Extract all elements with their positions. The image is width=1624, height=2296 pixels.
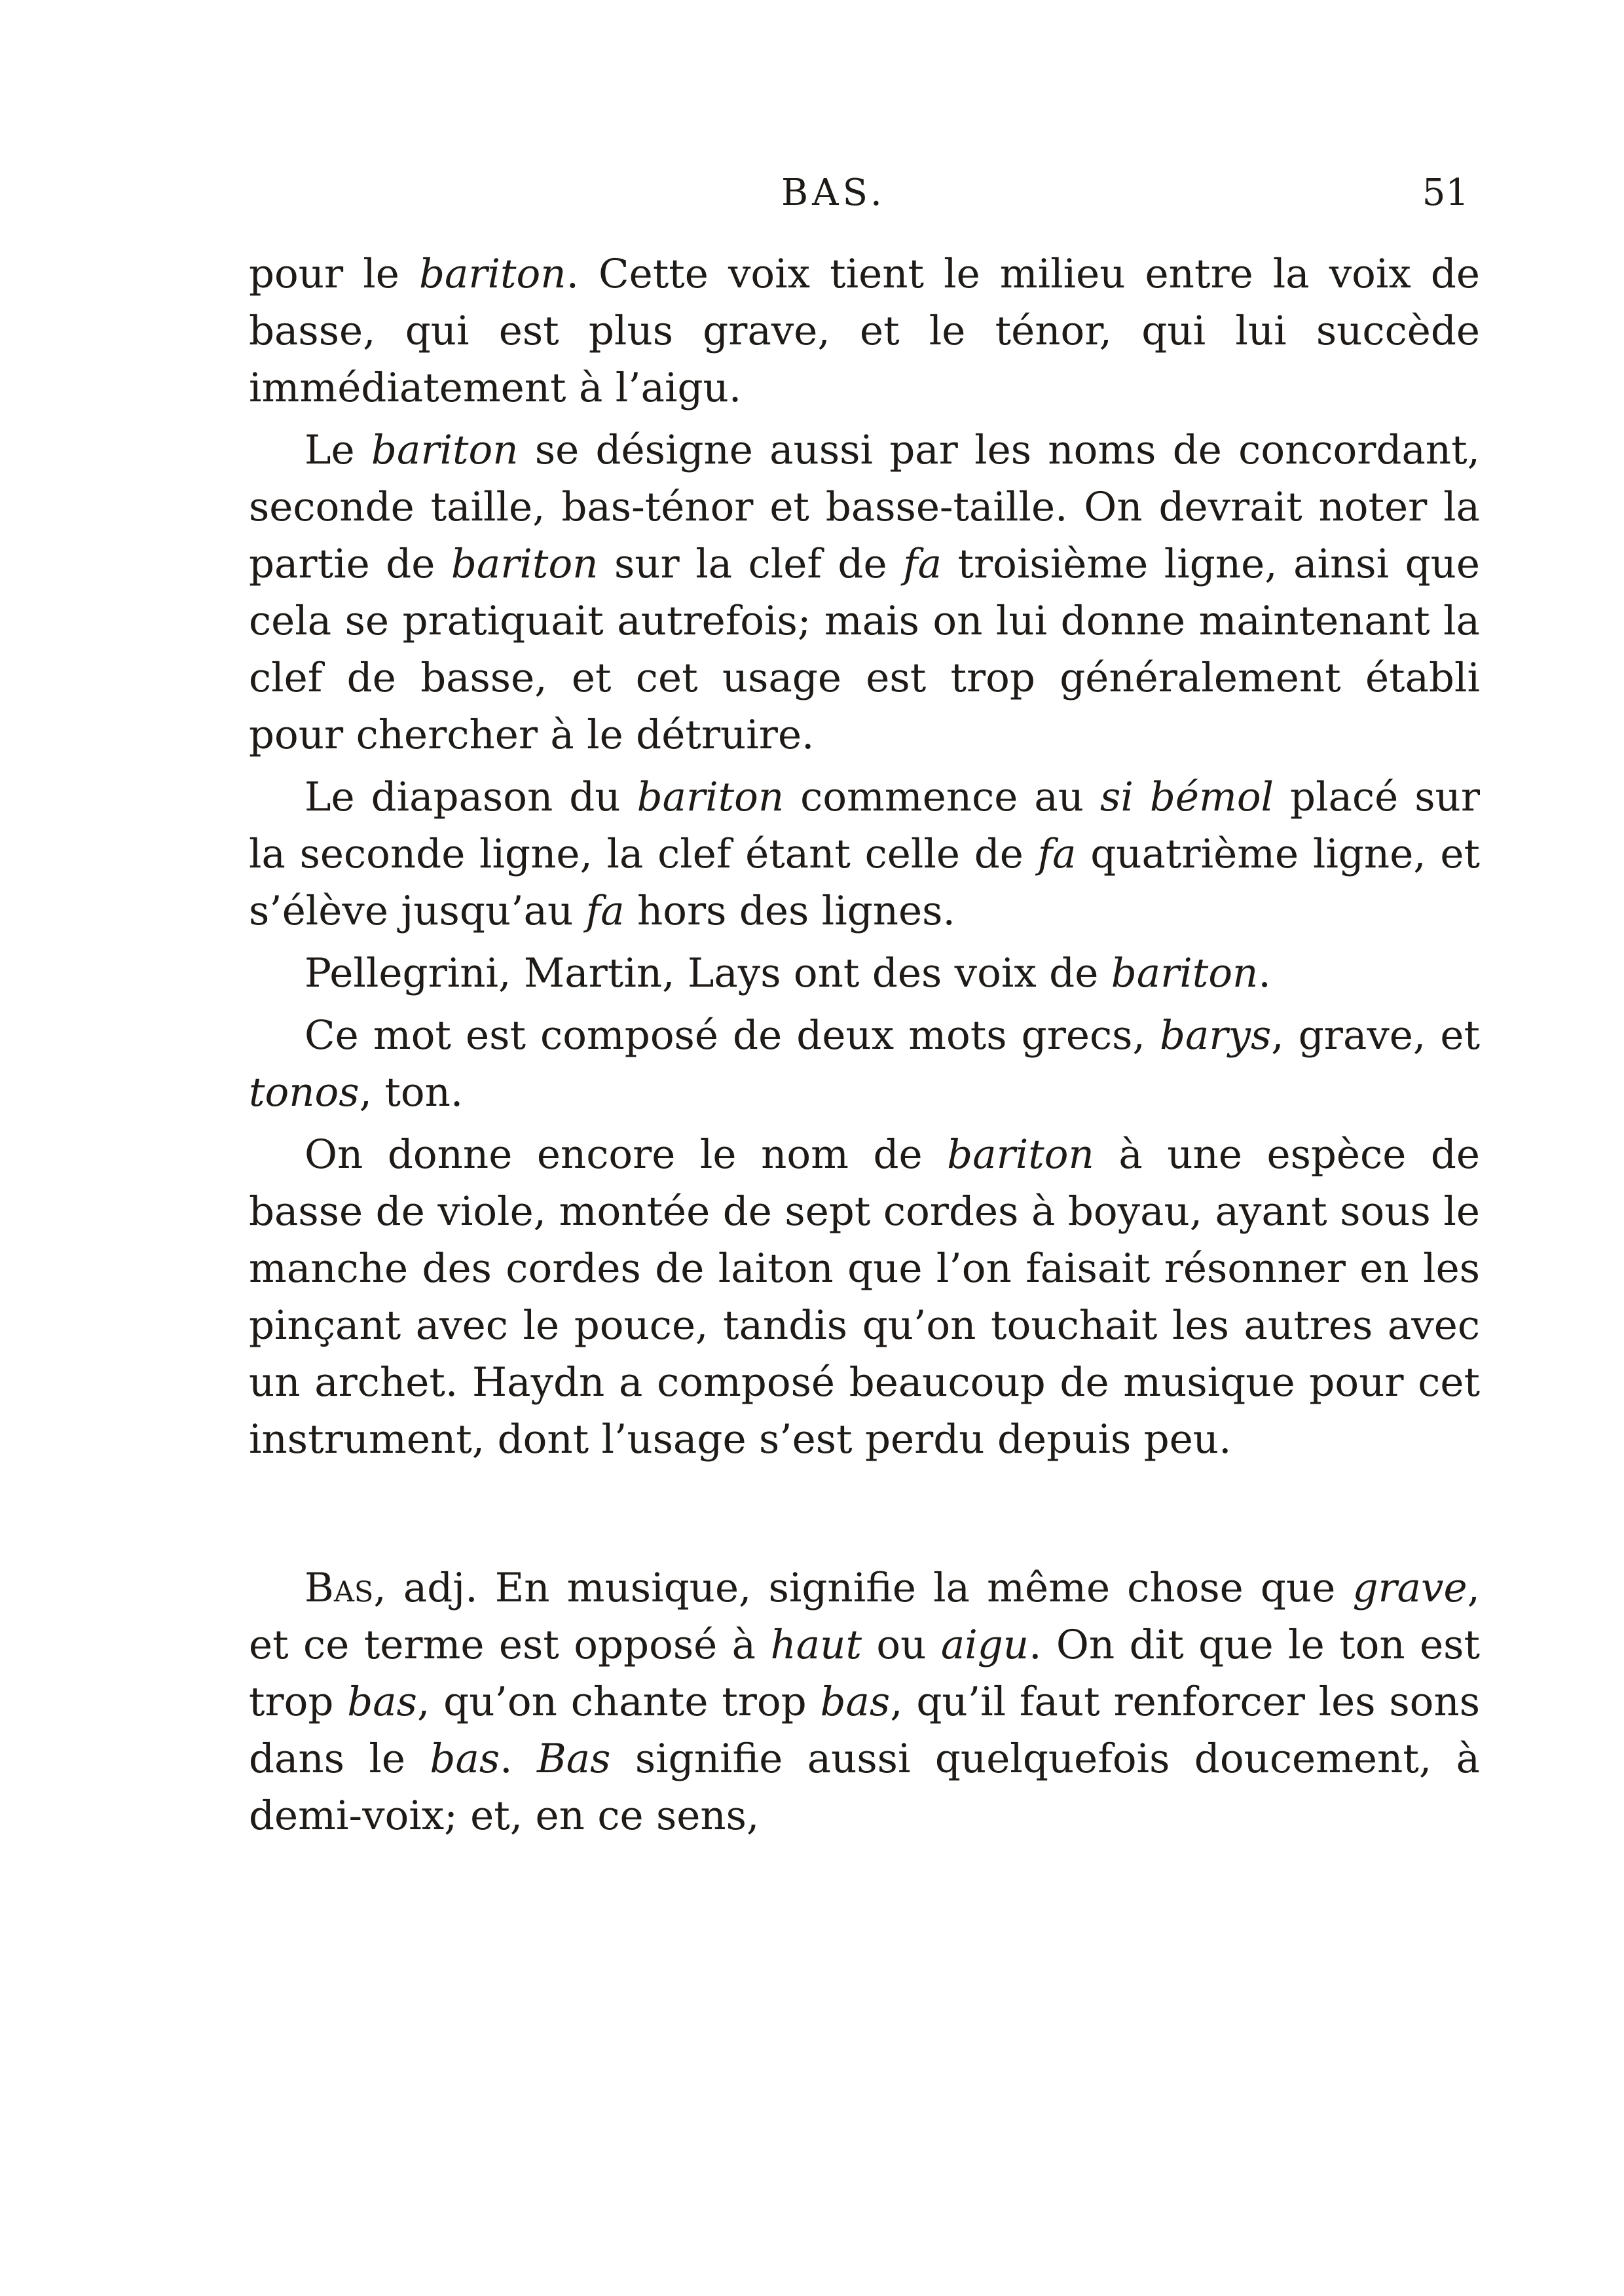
italic-term: bariton bbox=[451, 541, 599, 587]
italic-term: bas bbox=[347, 1679, 417, 1725]
text-run: troisième ligne, ainsi que cela se pratiquait autrefois; mais on lui donne maintenant la clef de basse, et cet usage est trop généralement établi pour chercher à le détruire. bbox=[249, 541, 1481, 758]
text-run: Pellegrini, Martin, Lays ont des voix de bbox=[304, 950, 1111, 996]
italic-term: fa bbox=[585, 888, 625, 934]
text-run: , ton. bbox=[359, 1069, 464, 1116]
text-run: placé sur la seconde ligne, la clef étant celle de bbox=[249, 774, 1480, 877]
italic-term: fa bbox=[1037, 831, 1077, 877]
paragraph-bariton-singers bbox=[249, 945, 1480, 1002]
text-run: . Cette voix tient le milieu entre la voix de basse, qui est plus grave, et le ténor, qui lui succède immédiatement à l’aigu. bbox=[249, 251, 1480, 411]
text-run: . bbox=[1258, 950, 1271, 996]
italic-term: bas bbox=[820, 1679, 891, 1725]
italic-term: bariton bbox=[637, 774, 784, 820]
paragraph-bariton-range bbox=[249, 769, 1480, 939]
italic-term: bariton bbox=[947, 1131, 1094, 1178]
text-run: , adj. En musique, signifie la même chose que bbox=[373, 1565, 1353, 1611]
italic-term: aigu bbox=[940, 1622, 1029, 1668]
text-run: sur la clef de bbox=[598, 541, 904, 587]
text-run: se désigne aussi par les noms de concordant, seconde taille, bas-ténor et basse-taille. On devrait noter la partie de bbox=[249, 427, 1481, 587]
paragraph-bariton-etymology bbox=[249, 1007, 1480, 1121]
text-run: . bbox=[500, 1736, 537, 1782]
paragraph-bariton-continued bbox=[249, 246, 1480, 416]
italic-term: bariton bbox=[1111, 950, 1259, 996]
body-text bbox=[249, 246, 1480, 1850]
text-run: On donne encore le nom de bbox=[304, 1131, 948, 1178]
text-run: commence au bbox=[784, 774, 1101, 820]
text-run: pour le bbox=[249, 251, 419, 297]
italic-term: grave bbox=[1352, 1565, 1467, 1611]
page-number: 51 bbox=[1422, 172, 1469, 214]
paragraph-bas-entry bbox=[249, 1559, 1480, 1844]
text-run: , et ce terme est opposé à bbox=[249, 1565, 1480, 1668]
italic-term: Bas bbox=[536, 1736, 611, 1782]
text-run: signifie aussi quelquefois doucement, à demi-voix; et, en ce sens, bbox=[249, 1736, 1480, 1839]
italic-term: fa bbox=[903, 541, 942, 587]
italic-term: bas bbox=[430, 1736, 500, 1782]
italic-term: barys bbox=[1159, 1012, 1272, 1059]
text-run: , grave, et bbox=[1271, 1012, 1480, 1059]
text-run: , qu’il faut renforcer les sons dans le bbox=[249, 1679, 1480, 1782]
paragraph-bariton-names bbox=[249, 422, 1480, 763]
running-title: BAS. bbox=[781, 172, 886, 214]
text-run: Ce mot est composé de deux mots grecs, bbox=[304, 1012, 1160, 1059]
running-head bbox=[244, 172, 1469, 224]
text-run: , qu’on chante trop bbox=[416, 1679, 821, 1725]
text-run: hors des lignes. bbox=[624, 888, 955, 934]
italic-term: haut bbox=[770, 1622, 862, 1668]
italic-term: tonos bbox=[249, 1069, 360, 1116]
italic-term: bariton bbox=[371, 427, 519, 473]
text-run: quatrième ligne, et s’élève jusqu’au bbox=[249, 831, 1480, 934]
text-run: . On dit que le ton est trop bbox=[249, 1622, 1480, 1725]
paragraph-bariton-instrument bbox=[249, 1126, 1480, 1468]
text-run: ou bbox=[861, 1622, 941, 1668]
italic-term: bariton bbox=[418, 251, 566, 297]
text-run: Le bbox=[304, 427, 371, 473]
entry-headword: Bas bbox=[304, 1565, 374, 1611]
text-run: Le diapason du bbox=[304, 774, 637, 820]
italic-term: si bémol bbox=[1100, 774, 1274, 820]
text-run: à une espèce de basse de viole, montée de sept cordes à boyau, ayant sous le manche des cordes de laiton que l’on faisait résonner en les pinçant avec le pouce, tandis qu’on touchait les autres avec un archet. Haydn a composé beaucoup de musique pour cet instrument, dont l’usage s’est perdu depuis peu. bbox=[249, 1131, 1480, 1463]
